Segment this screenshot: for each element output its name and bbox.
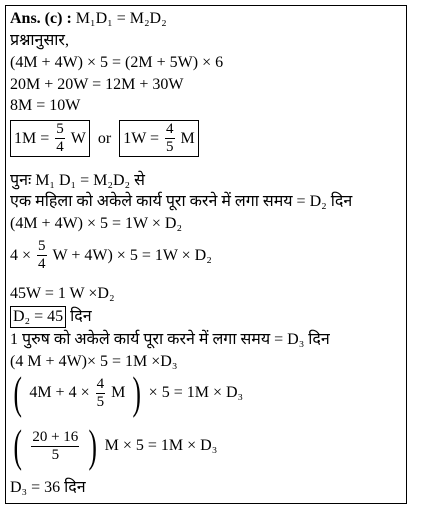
- l16-fraction: [31, 429, 79, 464]
- l15-m: M: [111, 384, 126, 401]
- l10-denominator: 4: [38, 256, 46, 272]
- equation-line-14: (4 M + 4W)× 5 = 1M ×D₃: [10, 353, 178, 370]
- man-time-line: 1 पुरुष को अकेले कार्य पूरा करने में लगा समय = D₃ दिन: [10, 331, 330, 348]
- left-paren-2: (: [13, 420, 22, 471]
- boxed-results: [10, 120, 199, 157]
- woman-time-line: एक महिला को अकेले कार्य पूरा करने में लगा समय = D₂ दिन: [10, 193, 353, 210]
- equation-line-5: 8M = 10W: [10, 97, 81, 114]
- l15-suffix: × 5 = 1M × D₃: [148, 384, 244, 401]
- box2-numerator: 4: [166, 121, 174, 137]
- box1-denominator: 4: [56, 139, 64, 155]
- again-line: पुनः M₁ D₁ = M₂D₂ से: [10, 172, 145, 189]
- left-paren: (: [13, 367, 22, 418]
- d2-result: [10, 306, 92, 328]
- l10-prefix: 4 ×: [10, 246, 32, 264]
- l10-suffix: W + 4W) × 5 = 1W × D₂: [52, 246, 212, 264]
- box2-denominator: 5: [166, 139, 174, 155]
- equation-line-16: [10, 420, 218, 471]
- equation-line-10: [10, 238, 212, 273]
- l16-suffix: M × 5 = 1M × D₃: [104, 437, 218, 454]
- result-box-2: [119, 120, 199, 157]
- l15-denominator: 5: [96, 393, 105, 410]
- or-text: or: [97, 129, 112, 147]
- l15-fraction: [96, 376, 106, 411]
- box1-right: W: [70, 129, 86, 147]
- l10-fraction: [37, 238, 47, 273]
- d2-box: D₂ = 45: [10, 306, 66, 328]
- equation-line-4: 20M + 20W = 12M + 30W: [10, 76, 184, 93]
- d3-result: D₃ = 36 दिन: [10, 479, 86, 496]
- right-paren-2: ): [88, 420, 98, 471]
- right-paren: ): [132, 367, 142, 418]
- box2-right: M: [180, 129, 195, 147]
- equation-line-3: (4M + 4W) × 5 = (2M + 5W) × 6: [10, 54, 224, 71]
- box1-numerator: 5: [56, 121, 64, 137]
- result-box-1: [10, 120, 90, 157]
- l15-prefix: 4M + 4 ×: [29, 384, 90, 401]
- according-to-question: प्रश्नानुसार,: [10, 32, 69, 49]
- box1-fraction: [55, 121, 65, 156]
- box2-left: 1W =: [123, 129, 160, 147]
- answer-label: Ans. (c) :: [10, 10, 72, 27]
- equation-line-9: (4M + 4W) × 5 = 1W × D₂: [10, 215, 183, 232]
- answer-formula: M₁D₁ = M₂D₂: [75, 10, 167, 27]
- box2-fraction: [165, 121, 175, 156]
- answer-heading: [10, 9, 167, 29]
- l10-numerator: 5: [38, 238, 46, 254]
- box1-left: 1M =: [14, 129, 50, 147]
- l16-numerator: 20 + 16: [32, 428, 79, 445]
- equation-line-15: [10, 367, 244, 418]
- l15-numerator: 4: [96, 375, 105, 392]
- equation-line-11: 45W = 1 W ×D₂: [10, 285, 115, 302]
- l16-denominator: 5: [51, 446, 60, 463]
- d2-unit: दिन: [70, 308, 92, 325]
